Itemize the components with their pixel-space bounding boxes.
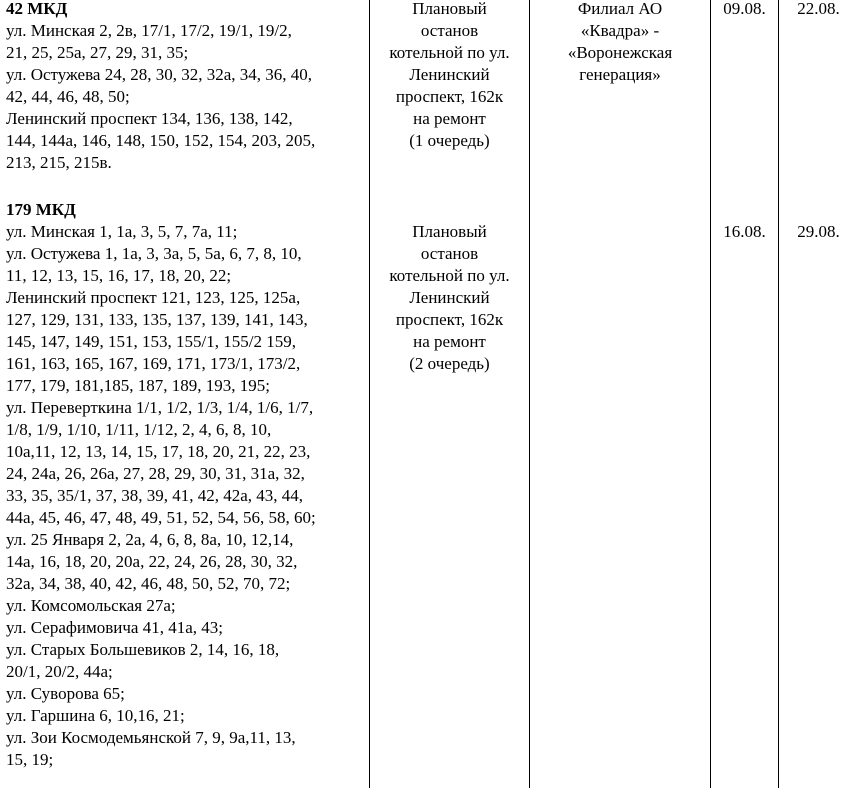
address-line: 24, 24а, 26, 26а, 27, 28, 29, 30, 31, 31а, 32, — [6, 464, 305, 483]
address-line: ул. Остужева 24, 28, 30, 32, 32а, 34, 36, 40, — [6, 65, 312, 84]
organization-line: генерация» — [579, 65, 661, 84]
organization-line: Филиал АО — [577, 0, 663, 18]
address-line: ул. 25 Января 2, 2а, 4, 6, 8, 8а, 10, 12,14, — [6, 530, 294, 549]
reason-line: Плановый — [412, 0, 487, 18]
reason-line: Ленинский — [409, 288, 490, 307]
address-line: 14а, 16, 18, 20, 20а, 22, 24, 26, 28, 30, 32, — [6, 552, 298, 571]
reason-line: останов — [420, 21, 479, 40]
address-line: 213, 215, 215в. — [6, 153, 112, 172]
address-line: ул. Гаршина 6, 10,16, 21; — [6, 706, 185, 725]
row-2-reason-cell — [370, 221, 529, 375]
address-line: 10а,11, 12, 13, 14, 15, 17, 18, 20, 21, 22, 23, — [6, 442, 311, 461]
row-2-end-date: 29.08. — [797, 222, 840, 241]
address-line: 42, 44, 46, 48, 50; — [6, 87, 130, 106]
row-1-end-date: 22.08. — [797, 0, 840, 18]
row-1-start-date: 09.08. — [723, 0, 766, 18]
organization-line: «Воронежская — [567, 43, 673, 62]
reason-line: Ленинский — [409, 65, 490, 84]
address-line: 32а, 34, 38, 40, 42, 46, 48, 50, 52, 70, 72; — [6, 574, 291, 593]
address-line: 20/1, 20/2, 44а; — [6, 662, 113, 681]
address-line: 127, 129, 131, 133, 135, 137, 139, 141, 143, — [6, 310, 308, 329]
address-line: 33, 35, 35/1, 37, 38, 39, 41, 42, 42а, 43, 44, — [6, 486, 304, 505]
address-line: ул. Серафимовича 41, 41а, 43; — [6, 618, 223, 637]
organization-line: «Квадра» - — [580, 21, 660, 40]
address-line: 177, 179, 181,185, 187, 189, 193, 195; — [6, 376, 270, 395]
address-line: 11, 12, 13, 15, 16, 17, 18, 20, 22; — [6, 266, 232, 285]
reason-line: на ремонт — [413, 332, 486, 351]
address-line: ул. Комсомольская 27а; — [6, 596, 176, 615]
reason-line: (2 очередь) — [409, 354, 490, 373]
address-line: 161, 163, 165, 167, 169, 171, 173/1, 173/2, — [6, 354, 301, 373]
address-line: 15, 19; — [6, 750, 54, 769]
row-2-building-count: 179 МКД — [6, 200, 76, 219]
row-1-organization-cell — [530, 0, 710, 86]
address-line: Ленинский проспект 134, 136, 138, 142, — [6, 109, 293, 128]
column-divider — [710, 0, 711, 788]
address-line: 1/8, 1/9, 1/10, 1/11, 1/12, 2, 4, 6, 8, 10, — [6, 420, 272, 439]
column-divider — [529, 0, 530, 788]
address-line: ул. Старых Большевиков 2, 14, 16, 18, — [6, 640, 280, 659]
reason-line: (1 очередь) — [409, 131, 490, 150]
address-line: ул. Суворова 65; — [6, 684, 125, 703]
row-1-reason-cell — [370, 0, 529, 152]
address-line: ул. Остужева 1, 1а, 3, 3а, 5, 5а, 6, 7, 8, 10, — [6, 244, 302, 263]
address-line: 44а, 45, 46, 47, 48, 49, 51, 52, 54, 56, 58, 60; — [6, 508, 316, 527]
address-line: 21, 25, 25а, 27, 29, 31, 35; — [6, 43, 189, 62]
row-2-start-date: 16.08. — [723, 222, 766, 241]
address-line: ул. Зои Космодемьянской 7, 9, 9а,11, 13, — [6, 728, 296, 747]
reason-line: Плановый — [412, 222, 487, 241]
row-1-building-count: 42 МКД — [6, 0, 68, 18]
reason-line: проспект, 162к — [395, 87, 504, 106]
reason-line: котельной по ул. — [389, 43, 510, 62]
row-1-address-cell — [6, 0, 366, 174]
row-2-address-cell — [6, 199, 366, 771]
address-line: 145, 147, 149, 151, 153, 155/1, 155/2 159, — [6, 332, 296, 351]
reason-line: на ремонт — [413, 109, 486, 128]
address-line: 144, 144а, 146, 148, 150, 152, 154, 203, 205, — [6, 131, 316, 150]
address-line: ул. Переверткина 1/1, 1/2, 1/3, 1/4, 1/6, 1/7, — [6, 398, 314, 417]
reason-line: котельной по ул. — [389, 266, 510, 285]
address-line: Ленинский проспект 121, 123, 125, 125а, — [6, 288, 301, 307]
address-line: ул. Минская 2, 2в, 17/1, 17/2, 19/1, 19/2, — [6, 21, 292, 40]
column-divider — [778, 0, 779, 788]
reason-line: останов — [420, 244, 479, 263]
address-line: ул. Минская 1, 1а, 3, 5, 7, 7а, 11; — [6, 222, 238, 241]
reason-line: проспект, 162к — [395, 310, 504, 329]
